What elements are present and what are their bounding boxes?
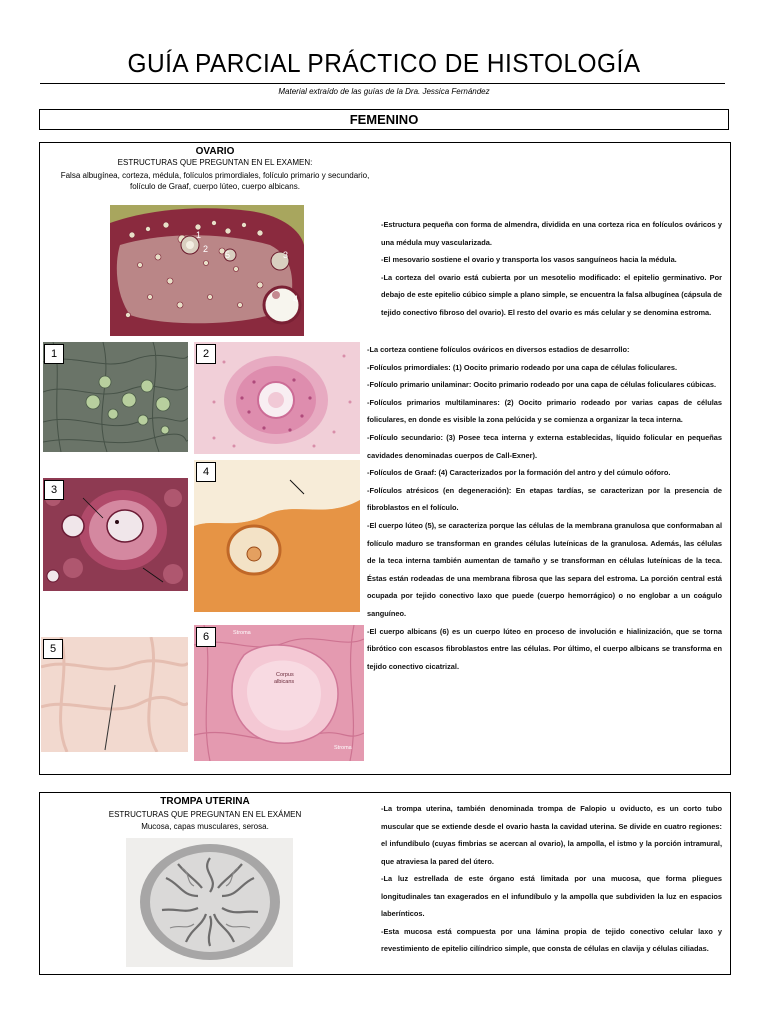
ovario-paragraph: -Folículos primordiales: (1) Oocito primario rodeado por una capa de células foliculares. xyxy=(367,362,678,372)
title-rule xyxy=(40,83,725,84)
micrograph-multilaminar-follicle xyxy=(194,342,360,454)
label-stroma-bottom: Stroma xyxy=(334,745,352,751)
micrograph-primordial-follicles xyxy=(43,342,188,452)
label-albicans: albicans xyxy=(274,679,295,685)
trompa-paragraph: -Esta mucosa está compuesta por una lámina propia de tejido conectivo celular laxo y revestimiento de epitelio cilíndrico simple, que consta de células en clavija y células ciliadas. xyxy=(381,926,722,953)
ovary-overview-image xyxy=(110,205,304,336)
ovary-label-2: 2 xyxy=(203,244,209,254)
section-banner: FEMENINO xyxy=(39,109,729,130)
micrograph-number-5: 5 xyxy=(43,639,63,659)
micrograph-uterine-tube xyxy=(126,838,293,967)
ovario-paragraph: -Folículos primarios multilaminares: (2) Oocito primario rodeado por varias capas de células foliculares, en donde es visible la zona pelúcida y se comienza a organizar la teca interna. xyxy=(367,397,722,425)
trompa-exam-heading: ESTRUCTURAS QUE PREGUNTAN EN EL EXÁMEN xyxy=(108,810,302,819)
ovario-paragraph: -El mesovario sostiene el ovario y transporta los vasos sanguíneos hacia la médula. xyxy=(381,255,677,265)
micrograph-number-6: 6 xyxy=(196,627,216,647)
page-title: GUÍA PARCIAL PRÁCTICO DE HISTOLOGÍA xyxy=(127,48,641,78)
ovario-paragraph: -El cuerpo albicans (6) es un cuerpo lúteo en proceso de involución e hialinización, que se torna fibrótico con escasos fibroblastos entre las células. Por último, el cuerpo albicans se transforma en tejido conectivo cicatrizal. xyxy=(367,626,722,671)
ovario-title: OVARIO xyxy=(195,146,235,157)
trompa-exam-items: Mucosa, capas musculares, serosa. xyxy=(141,822,269,831)
ovario-paragraph: -Folículos atrésicos (en degeneración): En etapas tardías, se caracterizan por la presencia de fibroblastos en el folículo. xyxy=(367,485,722,513)
ovary-label-3: 3 xyxy=(283,250,289,260)
micrograph-corpus-albicans xyxy=(194,625,364,761)
ovario-paragraph: -Estructura pequeña con forma de almendra, dividida en una corteza rica en folículos ováricos y una médula muy vascularizada. xyxy=(381,220,722,247)
ovary-label-1: 1 xyxy=(196,230,202,240)
ovario-text-block-1 xyxy=(381,216,722,322)
micrograph-number-2: 2 xyxy=(196,344,216,364)
ovary-label-5: 5 xyxy=(225,250,231,260)
micrograph-number-3: 3 xyxy=(44,480,64,500)
ovary-label-4: 4 xyxy=(293,294,299,304)
ovario-exam-heading: ESTRUCTURAS QUE PREGUNTAN EN EL EXAMEN: xyxy=(117,158,313,167)
trompa-title: TROMPA UTERINA xyxy=(160,796,250,807)
micrograph-corpus-luteum xyxy=(41,637,188,752)
trompa-paragraph: -La trompa uterina, también denominada trompa de Falopio u oviducto, es un corto tubo muscular que se extiende desde el ovario hasta la cavidad uterina. Se divide en cuatro regiones: el infundíbulo (cuyas fimbrias se acercan al ovario), la ampolla, el istmo y la porción intramural, que atraviesa la pared del útero. xyxy=(381,804,722,866)
ovario-paragraph: -Folículo secundario: (3) Posee teca interna y externa establecidas, líquido folicular en pequeñas cavidades denominadas cuerpos de Call-Exner). xyxy=(367,432,722,460)
ovario-paragraph: -La corteza contiene folículos ováricos en diversos estadios de desarrollo: xyxy=(367,345,630,354)
trompa-text-block xyxy=(381,800,722,958)
ovario-exam-items-1: Falsa albugínea, corteza, médula, folículos primordiales, folículo primario y secundario, xyxy=(60,171,370,180)
ovario-paragraph: -Folículo primario unilaminar: Oocito primario rodeado por una capa de células foliculares cúbicas. xyxy=(367,380,717,390)
page-subtitle: Material extraído de las guías de la Dra. Jessica Fernández xyxy=(278,87,490,96)
label-corpus: Corpus xyxy=(276,672,294,678)
ovario-paragraph: -La corteza del ovario está cubierta por un mesotelio modificado: el epitelio germinativo. Por debajo de este epitelio cúbico simple a plano simple, se encuentra la falsa albugínea (cápsula de tejido conectivo fibroso del ovario). El resto del ovario es más celular y se denomina estroma. xyxy=(381,272,722,317)
micrograph-secondary-follicle xyxy=(43,478,188,591)
micrograph-number-4: 4 xyxy=(196,462,216,482)
ovario-paragraph: -El cuerpo lúteo (5), se caracteriza porque las células de la membrana granulosa que conformaban al folículo maduro se transforman en grandes células luteínicas de la granulosa. Además, las células de la teca interna también aumentan de tamaño y se transforman en células luteínicas de la teca. Éstas están rodeadas de una membrana fibrosa que las separa del estroma. La porción central está ocupada por tejido conectivo laxo que puede (cuerpo hemorrágico) o no englobar a un coágulo sanguíneo. xyxy=(367,520,722,618)
ovario-text-block-2 xyxy=(367,341,722,675)
ovario-paragraph: -Folículos de Graaf: (4) Caracterizados por la formación del antro y del cúmulo oóforo. xyxy=(367,468,671,478)
ovario-exam-items-2: folículo de Graaf, cuerpo lúteo, cuerpo albicans. xyxy=(130,182,300,191)
micrograph-number-1: 1 xyxy=(44,344,64,364)
micrograph-graafian-follicle xyxy=(194,460,360,612)
label-stroma-top: Stroma xyxy=(233,630,251,636)
trompa-paragraph: -La luz estrellada de este órgano está limitada por una mucosa, que forma pliegues longitudinales tan exagerados en el infundíbulo y la ampolla que subdividen la luz en espacios laberínticos. xyxy=(381,874,722,918)
